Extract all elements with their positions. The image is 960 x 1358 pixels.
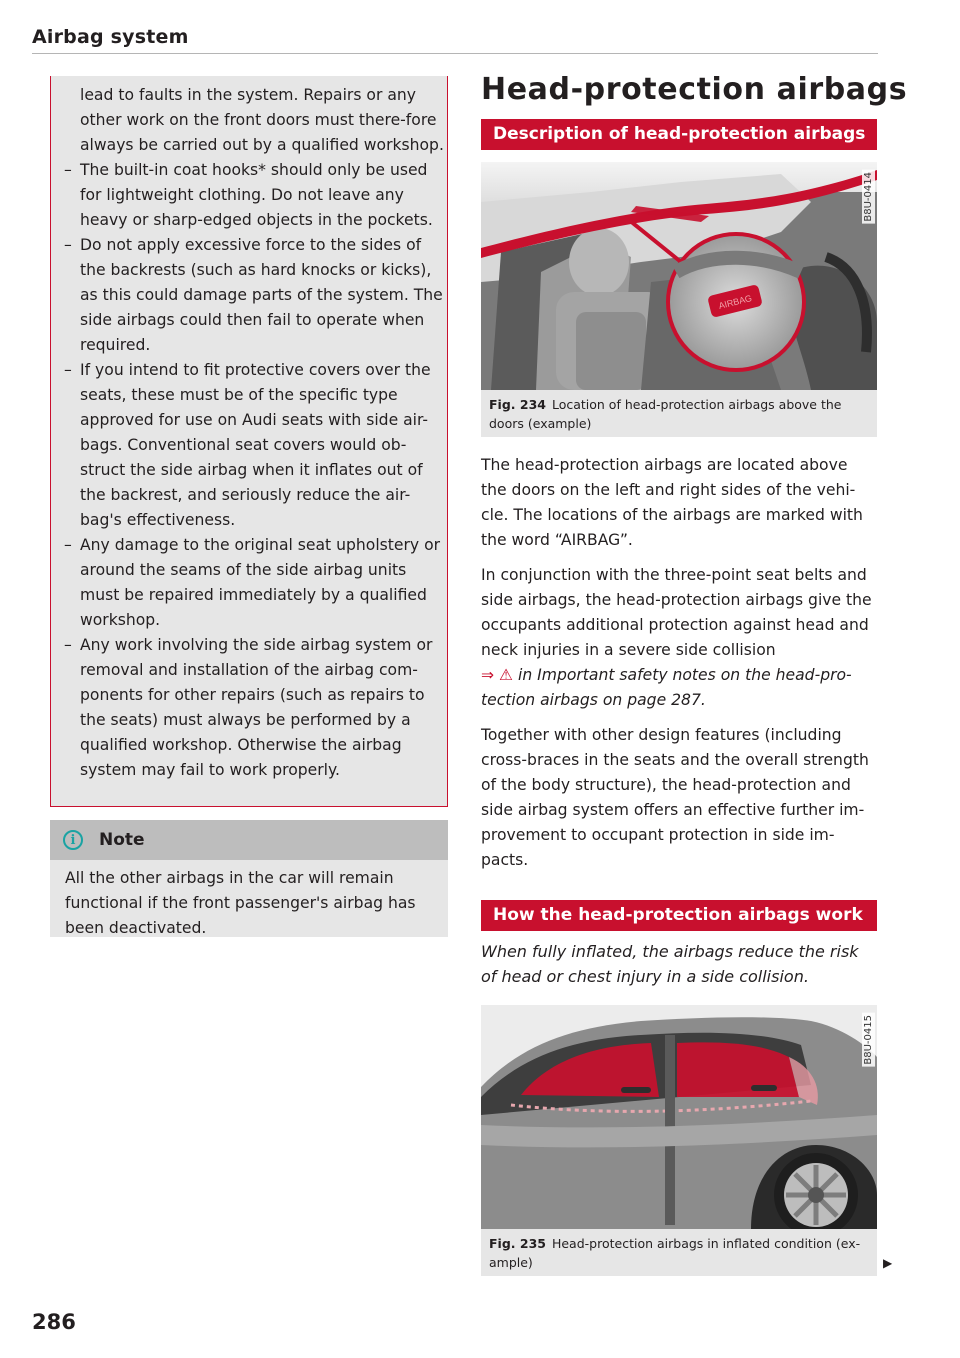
warning-box xyxy=(50,76,448,807)
note-text: All the other airbags in the car will remain functional if the front passenger's airbag has been deactivated. xyxy=(65,869,416,937)
figure-235-caption: Head-protection airbags in inflated condition (ex-ample) xyxy=(489,1236,861,1270)
paragraph: Together with other design features (including cross-braces in the seats and the overall strength of the body structure), the head-protection and side airbag system offers an effective further im-provement to occupant protection in side im-pacts. xyxy=(481,726,869,869)
note-box xyxy=(50,820,448,937)
figure-235-code: B8U-0415 xyxy=(863,1015,874,1065)
warning-intro: lead to faults in the system. Repairs or any other work on the front doors must there-fore always be carried out by a qualified workshop. xyxy=(80,86,444,154)
cross-reference-link[interactable]: in Important safety notes on the head-pro-tection airbags on page 287. xyxy=(481,666,852,709)
warning-item: – Any damage to the original seat upholstery or around the seams of the side airbag units must be repaired immediately by a qualified workshop. xyxy=(64,533,444,633)
paragraph xyxy=(481,563,877,713)
warning-item: – If you intend to fit protective covers over the seats, these must be of the specific type approved for use on Audi seats with side air-bags. Conventional seat covers would ob-struct the side airbag when it inflates out of the backrest, and seriously reduce the air-bag's effectiveness. xyxy=(64,358,444,533)
header-divider xyxy=(32,53,878,54)
subsection-title-how-it-works: How the head-protection airbags work xyxy=(481,900,877,931)
warning-item: – Any work involving the side airbag system or removal and installation of the airbag com-ponents for other repairs (such as repairs to the seats) must always be performed by a qualified workshop. Otherwise the airbag system may fail to work properly. xyxy=(64,633,444,783)
xref-arrow-icon: ⇒ xyxy=(481,666,495,684)
subsection-title-description: Description of head-protection airbags xyxy=(481,119,877,150)
paragraph-text: In conjunction with the three-point seat belts and side airbags, the head-protection airbags give the occupants additional protection against head and neck injuries in a severe side collision xyxy=(481,566,872,659)
figure-234-caption: Location of head-protection airbags above the doors (example) xyxy=(489,397,842,431)
lead-text: When fully inflated, the airbags reduce the risk of head or chest injury in a side collision. xyxy=(481,942,859,986)
warning-list xyxy=(64,158,444,783)
section-title: Head-protection airbags xyxy=(481,72,908,107)
warning-item: – Do not apply excessive force to the sides of the backrests (such as hard knocks or kicks), as this could damage parts of the system. The side airbags could then fail to operate when required. xyxy=(64,233,444,358)
continue-arrow-icon: ▶ xyxy=(883,1256,893,1270)
page-header-title: Airbag system xyxy=(32,26,189,48)
figure-234-number: Fig. 234 xyxy=(489,397,546,412)
figure-234-code: B8U-0414 xyxy=(863,172,874,222)
figure-234 xyxy=(481,162,877,437)
figure-234-image xyxy=(481,162,877,390)
note-label: Note xyxy=(99,830,145,850)
figure-234-caption-block xyxy=(481,390,877,437)
paragraph: The head-protection airbags are located above the doors on the left and right sides of the vehi-cle. The locations of the airbags are marked with the word “AIRBAG”. xyxy=(481,456,863,549)
figure-235-caption-block xyxy=(481,1229,877,1276)
note-header xyxy=(50,820,448,860)
car-side-illustration xyxy=(481,1005,877,1229)
figure-235-image xyxy=(481,1005,877,1229)
page-number: 286 xyxy=(32,1310,76,1334)
warning-item: – The built-in coat hooks* should only be used for lightweight clothing. Do not leave any heavy or sharp-edged objects in the pockets. xyxy=(64,158,444,233)
warning-triangle-icon: ⚠ xyxy=(499,666,514,684)
figure-235 xyxy=(481,1005,877,1276)
figure-235-number: Fig. 235 xyxy=(489,1236,546,1251)
warning-content xyxy=(64,83,444,783)
car-interior-illustration xyxy=(481,162,877,390)
airbag-emblem-text: AIRBAG xyxy=(717,293,753,311)
description-text xyxy=(481,453,877,883)
info-icon: i xyxy=(63,830,83,850)
